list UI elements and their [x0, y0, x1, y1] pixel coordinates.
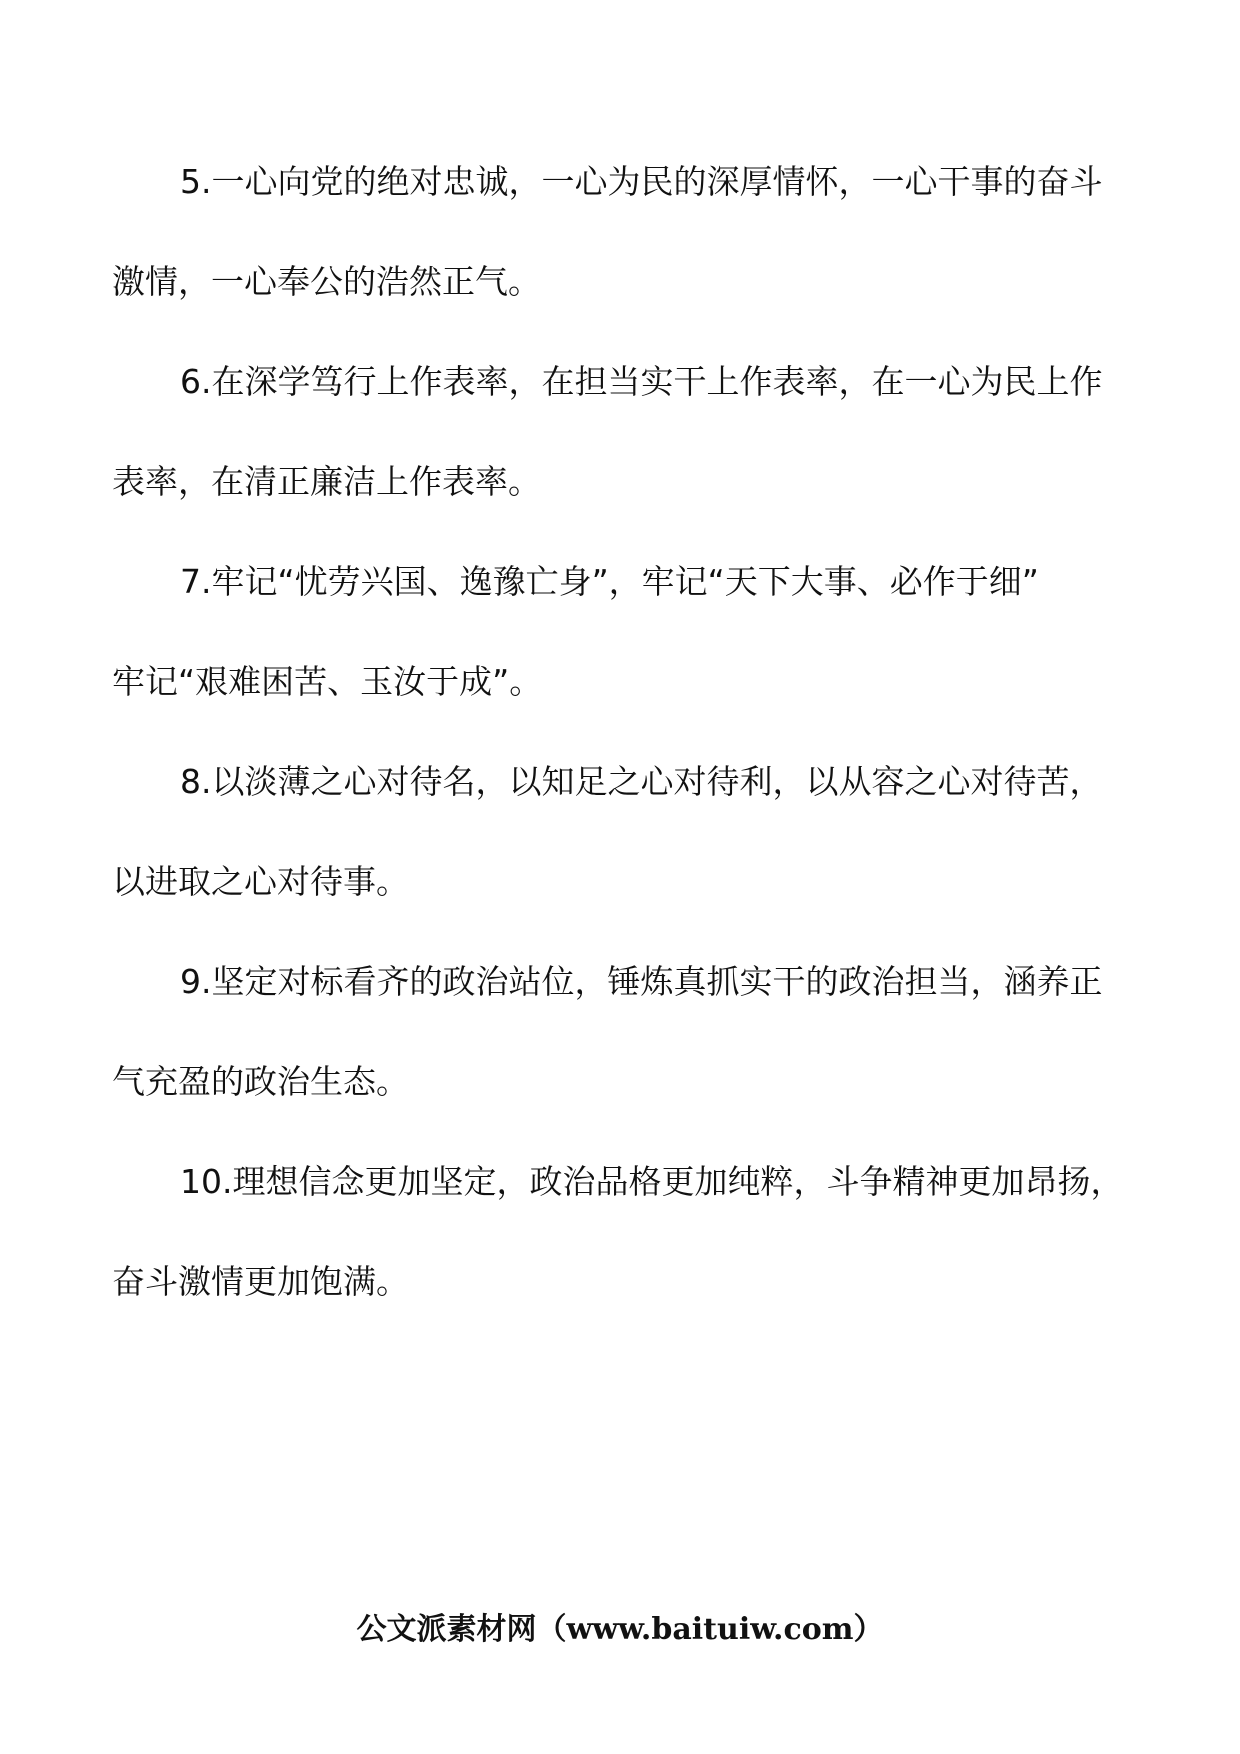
paragraph-10-line-1: 10.理想信念更加坚定，政治品格更加纯粹，斗争精神更加昂扬， [180, 1162, 1124, 1201]
paragraph-7-line-1: 7.牢记“忧劳兴国、逸豫亡身”，牢记“天下大事、必作于细” [180, 562, 1039, 601]
paragraph-6-line-2: 表率，在清正廉洁上作表率。 [112, 462, 541, 501]
paragraph-10-line-2: 奋斗激情更加饱满。 [112, 1262, 409, 1301]
paragraph-7-line-2: 牢记“艰难困苦、玉汝于成”。 [112, 662, 543, 701]
paragraph-5-line-1: 5.一心向党的绝对忠诚，一心为民的深厚情怀，一心干事的奋斗 [180, 162, 1103, 201]
paragraph-9-line-2: 气充盈的政治生态。 [112, 1062, 409, 1101]
paragraph-8-line-1: 8.以淡薄之心对待名，以知足之心对待利，以从容之心对待苦， [180, 762, 1103, 801]
paragraph-8-line-2: 以进取之心对待事。 [112, 862, 409, 901]
paragraph-9-line-1: 9.坚定对标看齐的政治站位，锤炼真抓实干的政治担当，涵养正 [180, 962, 1103, 1001]
paragraph-6-line-1: 6.在深学笃行上作表率，在担当实干上作表率，在一心为民上作 [180, 362, 1103, 401]
footer-source-text: 公文派素材网（www.baituiw.com） [356, 1612, 884, 1647]
paragraph-5-line-2: 激情，一心奉公的浩然正气。 [112, 262, 541, 301]
